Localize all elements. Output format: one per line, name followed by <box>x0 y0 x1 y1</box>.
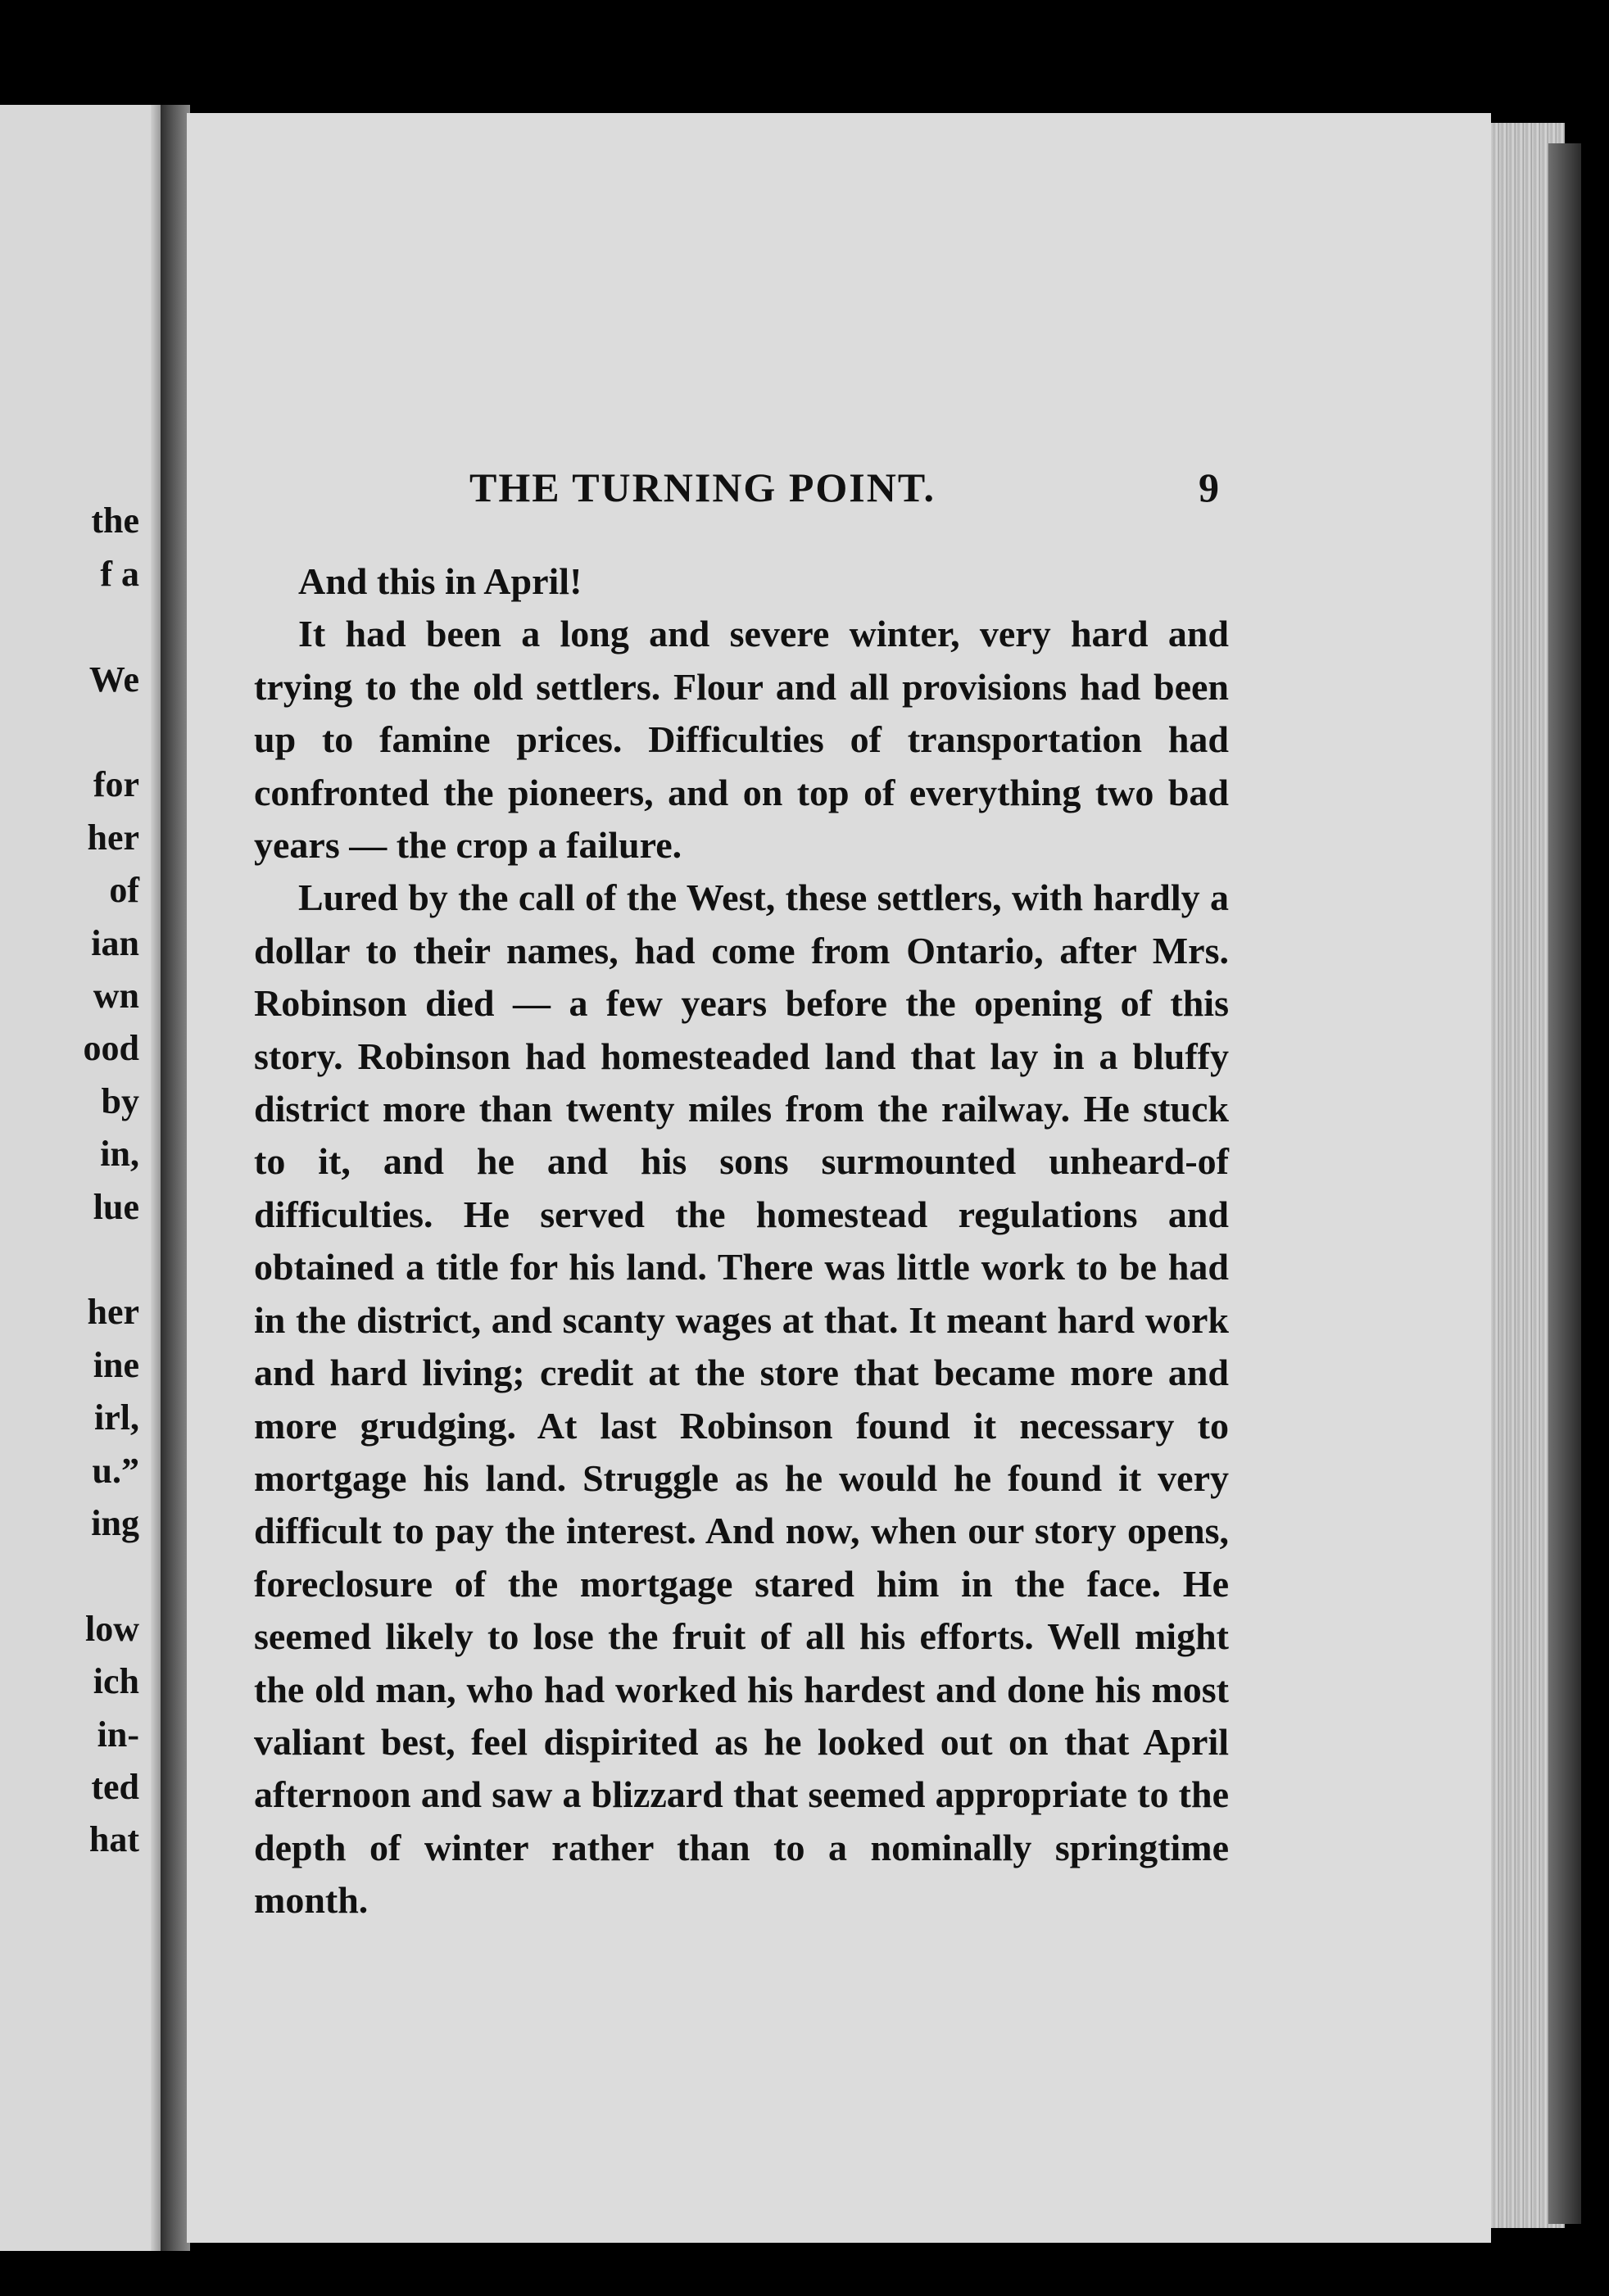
previous-page-line-fragment: of <box>109 870 139 911</box>
previous-page-line-fragment: her <box>87 1292 139 1333</box>
previous-page-line-fragment: by <box>101 1080 139 1121</box>
previous-page-line-fragment: lue <box>93 1186 139 1227</box>
previous-page-line-fragment: her <box>87 817 139 858</box>
paragraph: Lured by the call of the West, these settlers, with hardly a dollar to their names, had come from Ontario, after Mrs. Robinson died — a few years before the opening of this story. Robinson had homesteaded land that lay in a bluffy district more than twenty miles from the railway. He stuck to it, and he and his sons surmounted unheard-of difficulties. He served the homestead regulations and obtained a title for his land. There was little work to be had in the district, and scanty wages at that. It meant hard work and hard living; credit at the store that became more and more grudging. At last Robinson found it necessary to mortgage his land. Struggle as he would he found it very difficult to pay the interest. And now, when our story opens, foreclosure of the mortgage stared him in the face. He seemed likely to lose the fruit of all his efforts. Well might the old man, who had worked his hardest and done his most valiant best, feel dispirited as he looked out on that April afternoon and saw a blizzard that seemed appropriate to the depth of winter rather than to a nominally springtime month. <box>254 876 1229 1922</box>
previous-page-line-fragment: ich <box>93 1661 139 1702</box>
previous-page-line-fragment: u.” <box>92 1450 139 1491</box>
previous-page-line-fragment: wn <box>93 976 139 1016</box>
book-edge-shadow <box>1548 143 1581 2224</box>
previous-page-line-fragment: for <box>93 764 139 805</box>
previous-page-line-fragment: ine <box>93 1344 139 1385</box>
book-spine-gutter <box>161 105 190 2251</box>
previous-page-line-fragment: the <box>91 500 139 541</box>
previous-page-line-fragment: We <box>88 659 139 700</box>
previous-page-fragment <box>0 105 172 2251</box>
previous-page-line-fragment: hat <box>88 1819 139 1860</box>
running-title: THE TURNING POINT. <box>469 464 936 510</box>
previous-page-line-fragment: ted <box>91 1767 139 1807</box>
previous-page-line-fragment: in- <box>97 1714 139 1755</box>
paragraph: It had been a long and severe winter, very hard and trying to the old settlers. Flour and all provisions had been up to famine prices. Difficulties of transportation had confronted the pioneers, and on top of everything two bad years — the crop a failure. <box>254 613 1229 867</box>
book-page <box>187 113 1491 2243</box>
previous-page-line-fragment: low <box>85 1608 139 1649</box>
page-number: 9 <box>1199 464 1219 510</box>
running-head <box>187 464 1491 521</box>
previous-page-line-fragment: ian <box>91 922 139 963</box>
previous-page-line-fragment: ing <box>91 1503 139 1543</box>
previous-page-line-fragment: f a <box>100 553 139 594</box>
previous-page-line-fragment: in, <box>100 1134 139 1175</box>
previous-page-line-fragment: ood <box>83 1028 139 1069</box>
body-text <box>254 555 1229 1927</box>
previous-page-line-fragment: irl, <box>94 1397 139 1438</box>
paragraph: And this in April! <box>298 560 582 602</box>
